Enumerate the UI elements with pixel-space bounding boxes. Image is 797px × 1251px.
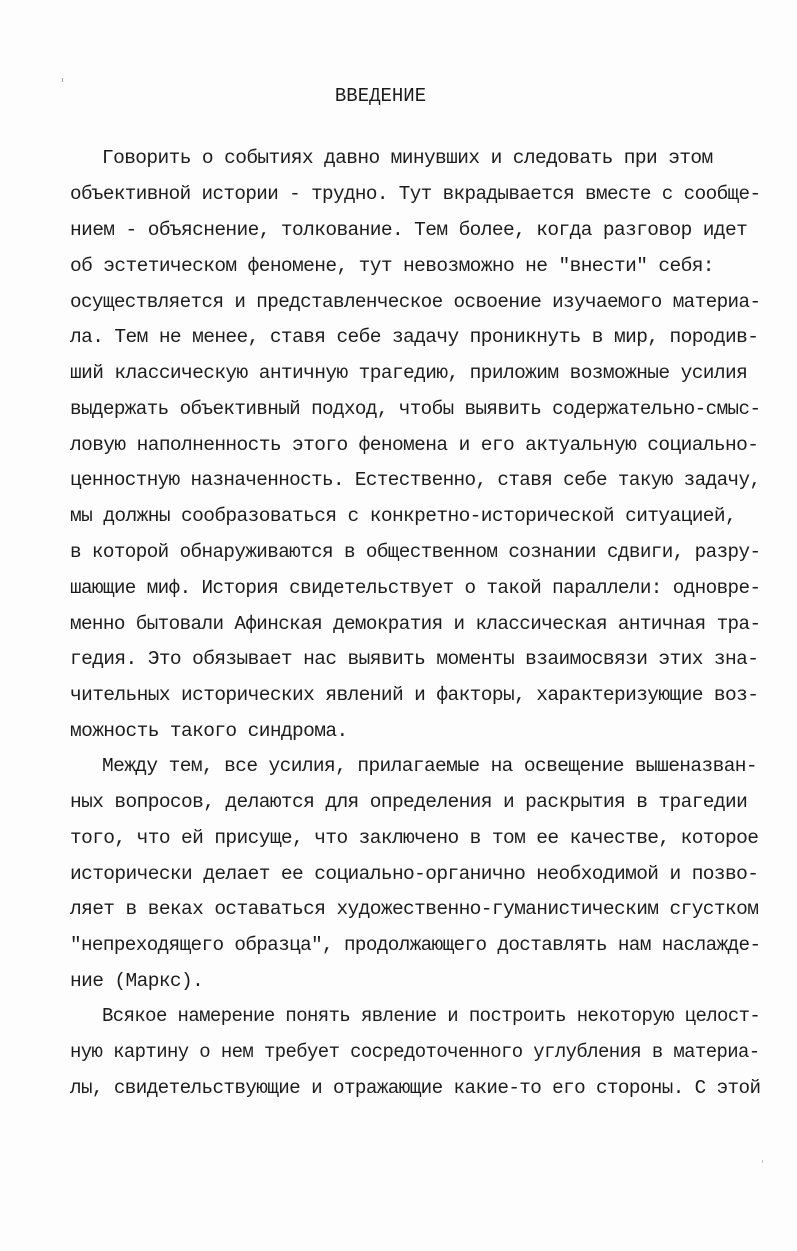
text-line: того, что ей присуще, что заключено в том ее качестве, которое	[70, 827, 759, 849]
text-line: лы, свидетельствующие и отражающие какие-то его стороны. С этой	[70, 1077, 761, 1099]
text-line: ную картину о нем требует сосредоточенного углубления в материа-	[70, 1041, 760, 1063]
text-line: Между тем, все усилия, прилагаемые на освещение вышеназван-	[102, 755, 758, 777]
text-line: ляет в веках оставаться художественно-гуманистическим сгустком	[70, 898, 759, 920]
text-line: в которой обнаруживаются в общественном сознании сдвиги, разру-	[70, 541, 761, 563]
text-line: ший классическую античную трагедию, приложим возможные усилия	[70, 362, 748, 384]
text-line: ных вопросов, делаются для определения и раскрытия в трагедии	[70, 791, 748, 813]
text-line: Всякое намерение понять явление и построить некоторую целост-	[102, 1005, 761, 1027]
scan-speck	[762, 1160, 763, 1163]
scan-speck	[62, 78, 63, 82]
text-line: шающие миф. История свидетельствует о такой параллели: одновре-	[70, 577, 761, 599]
text-line: мы должны сообразоваться с конкретно-исторической ситуацией,	[70, 505, 737, 527]
text-line: нием - объяснение, толкование. Тем более, когда разговор идет	[70, 219, 748, 241]
text-line: можность такого синдрома.	[70, 720, 348, 742]
text-line: исторически делает ее социально-органично необходимой и позво-	[70, 863, 759, 885]
text-line: объективной истории - трудно. Тут вкрадывается вместе с сообще-	[70, 183, 761, 205]
text-line: ценностную назначенность. Естественно, ставя себе такую задачу,	[70, 469, 761, 491]
text-line: ние (Маркс).	[70, 970, 204, 992]
text-line: выдержать объективный подход, чтобы выявить содержательно-смыс-	[70, 398, 761, 420]
text-line: об эстетическом феномене, тут невозможно не "внести" себя:	[70, 255, 714, 277]
text-line: гедия. Это обязывает нас выявить моменты взаимосвязи этих зна-	[70, 648, 759, 670]
page-title: ВВЕДЕНИЕ	[334, 85, 427, 107]
text-line: менно бытовали Афинская демократия и классическая античная тра-	[70, 613, 761, 635]
text-line: ловую наполненность этого феномена и его актуальную социально-	[70, 434, 759, 456]
text-line: "непреходящего образца", продолжающего доставлять нам наслажде-	[70, 934, 761, 956]
text-line: осуществляется и представленческое освоение изучаемого материа-	[70, 291, 761, 313]
text-line: Говорить о событиях давно минувших и следовать при этом	[102, 147, 713, 169]
text-line: чительных исторических явлений и факторы, характеризующие воз-	[70, 684, 759, 706]
text-line: ла. Тем не менее, ставя себе задачу проникнуть в мир, породив-	[70, 326, 759, 348]
